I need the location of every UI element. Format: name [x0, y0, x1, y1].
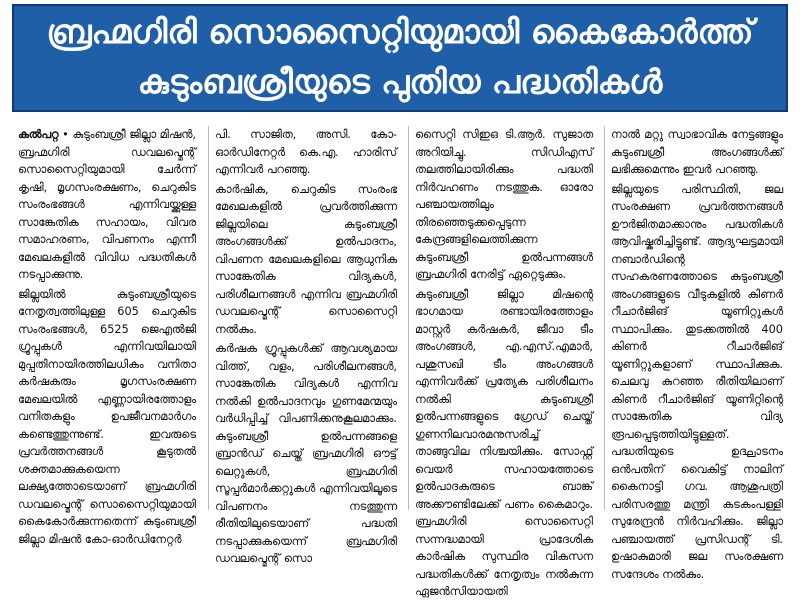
headline-banner [12, 4, 788, 112]
article-paragraph: കർഷക ഗ്രൂപ്പുകൾക്ക് ആവശ്യമായ വിത്ത്, വളം, പരിശീലനങ്ങൾ, സാങ്കേതിക വിദ്യകൾ എന്നിവ നൽകി ഉൽപാദനവും ഗുണമേന്മയും വർധിപ്പിച്ച് വിപണിക്കനുകൂലമാക്കും. കുടുംബശ്രീ ഉൽപന്നങ്ങളെ ബ്രാൻഡ് ചെയ്ത് ബ്രഹ്മഗിരി ഔട്ട് ലെറ്റുകൾ, ബ്രഹ്മഗിരി സൂപ്പർമാർക്കറ്റുകൾ എന്നിവയിലൂടെ വിപണനം നടത്തുന്ന രീതിയിലുടെയാണ് പദ്ധതി നടപ്പാക്കുകയെന്ന് ബ്രഹ്മഗിരി ഡവലപ്മെന്റ് സൊ [215, 342, 397, 565]
article-paragraph: പി. സാജിത, അസി. കോ-ഓർഡിനേറ്റർ കെ.എ. ഹാരിസ് എന്നിവർ പറഞ്ഞു. [215, 128, 397, 176]
article-column-3 [408, 126, 599, 598]
article-column-4 [604, 126, 789, 581]
article-paragraph: ജില്ലയിൽ കുടുംബശ്രീയുടെ നേതൃത്വത്തിലുള്ള 605 ചെറുകിട സംരംഭങ്ങൾ, 6525 ജെഎൽജി ഗ്രൂപ്പുകൾ എന്നിവയിലായി മുപ്പതിനായിരത്തിലധികം വനിതാ കർഷകരും മൃഗസംരക്ഷണ മേഖലയിൽ എണ്ണായിരത്തോളം വനിതകളും ഉപജീവനമാർഗം കണ്ടെത്തുന്നുണ്ട്. ഇവരുടെ പ്രവർത്തനങ്ങൾ കൂടുതൽ ശക്തമാക്കുകയെന്ന ലക്ഷ്യത്തോടെയാണ് ബ്രഹ്മഗിരി ഡവലപ്മെന്റ് സൊസൈറ്റിയുമായി കൈകോർക്കുന്നതെന്ന് കുടുംബശ്രീ ജില്ലാ മിഷൻ കോ-ഓർഡിനേറ്റർ [18, 287, 196, 546]
headline-line-2: കുടുംബശ്രീയുടെ പുതിയ പദ്ധതികൾ [137, 62, 663, 101]
article-paragraph: കുടുംബശ്രീ ജില്ലാ മിഷന്റെ ഭാഗമായ രണ്ടായിരത്തോളം മാസ്റ്റർ കർഷകർ, ജീവാ ടീം അംഗങ്ങൾ, എ.എസ്.എമാർ, പശുസഖി ടീം അംഗങ്ങൾ എന്നിവർക്ക് പ്രത്യേക പരിശീലനം നൽകി കുടുംബശ്രീ ഉൽപന്നങ്ങളുടെ ഗ്രേഡ് ചെയ്ത് ഗുണനിലവാരമനുസരിച്ച് താങ്ങുവില നിശ്ചയിക്കും. സോഫ്റ്റ് വെയർ സഹായത്തോടെ ഉൽപാദകരുടെ ബാങ്ക് അക്കൗണ്ടിലേക്ക് പണം കൈമാറും. ബ്രഹ്മഗിരി സൊസൈറ്റി സന്നദ്ധമായി പ്രാദേശിക കാർഷിക സുസ്ഥിര വികസന പദ്ധതികൾക്ക് നേതൃത്വം നൽകുന്ന ഏജൻസിയായതി [415, 287, 593, 598]
dateline: കൽപറ്റ [18, 128, 59, 141]
article-paragraph: സൈറ്റി സിഇഒ ടി.ആർ. സുജാത അറിയിച്ചു. സിഡിഎസ് തലത്തിലായിരിക്കും പദ്ധതി നിർവഹണം നടത്തുക. ഓരോ പഞ്ചായത്തിലും തിരഞ്ഞെടുക്കപ്പെടുന്ന കേന്ദ്രങ്ങളിലെത്തിക്കുന്ന കുടുംബശ്രീ ഉൽപന്നങ്ങൾ ബ്രഹ്മഗിരി നേരിട്ട് ഏറ്റെടുക്കും. [415, 128, 593, 281]
headline-line-1: ബ്രഹ്മഗിരി സൊസൈറ്റിയുമായി കൈകോർത്ത് [46, 12, 754, 51]
article-body [12, 126, 788, 598]
article-paragraph: നാൽ മറ്റു സ്വാഭാവിക നേട്ടങ്ങളും കുടുംബശ്രീ അംഗങ്ങൾക്ക് ലഭിക്കുമെന്നും ഇവർ പറഞ്ഞു. [611, 128, 783, 176]
article-paragraph: കാർഷിക, ചെറുകിട സംരംഭ മേഖലകളിൽ പ്രവർത്തിക്കുന്ന ജില്ലയിലെ കുടുംബശ്രീ അംഗങ്ങൾക്ക് ഉൽപാദനം, വിപണന മേഖലകളിലെ ആധുനിക സാങ്കേതിക വിദ്യകൾ, പരിശീലനങ്ങൾ എന്നിവ ബ്രഹ്മഗിരി ഡവലപ്മെന്റ് സൊസൈറ്റി നൽകും. [215, 182, 397, 336]
article-paragraph: ജില്ലയുടെ പരിസ്ഥിതി, ജല സംരക്ഷണ പ്രവർത്തനങ്ങൾ ഊർജിതമാക്കാനും പദ്ധതികൾ ആവിഷ്കരിച്ചിട്ടുണ്ട്. ആദ്യഘട്ടമായി നബാർഡിന്റെ സഹകരണത്തോടെ കുടുംബശ്രീ അംഗങ്ങളുടെ വീടുകളിൽ കിണർ റീചാർജിങ് യൂണിറ്റുകൾ സ്ഥാപിക്കും. തുടക്കത്തിൽ 400 കിണർ റീചാർജിങ് യൂണിറ്റുകളാണ് സ്ഥാപിക്കുക. ചെലവു കുറഞ്ഞ രീതിയിലാണ് കിണർ റീചാർജിങ് യൂണിറ്റിന്റെ സാങ്കേതിക വിദ്യ രൂപപ്പെടുത്തിയിട്ടുള്ളത്. പദ്ധതിയുടെ ഉദ്ഘാടനം ഒൻപതിന് വൈകിട്ട് നാലിന് കൈനാട്ടി ഗവ. ആശുപത്രി പരിസരത്തു മന്ത്രി കടകംപള്ളി സുരേന്ദ്രൻ നിർവഹിക്കും. ജില്ലാ പഞ്ചായത്ത് പ്രസിഡന്റ് ടി. ഉഷാകുമാരി ജല സംരക്ഷണ സന്ദേശം നൽകും. [611, 182, 783, 581]
paragraph-text: • കുടുംബശ്രീ ജില്ലാ മിഷൻ, ബ്രഹ്മഗിരി ഡവലപ്മെന്റ് സൊസൈറ്റിയുമായി ചേർന്ന് കൃഷി, മൃഗസംരക്ഷണം, ചെറുകിട സംരംഭങ്ങൾ എന്നിവയ്ക്കുള്ള സാങ്കേതിക സഹായം, വിവര സമാഹരണം, വിപണനം എന്നീ മേഖലകളിൽ വിവിധ പദ്ധതികൾ നടപ്പാക്കുന്നു. [18, 128, 197, 281]
article-column-2 [208, 126, 403, 565]
article-column-1 [12, 126, 202, 546]
article-paragraph [12, 126, 202, 284]
